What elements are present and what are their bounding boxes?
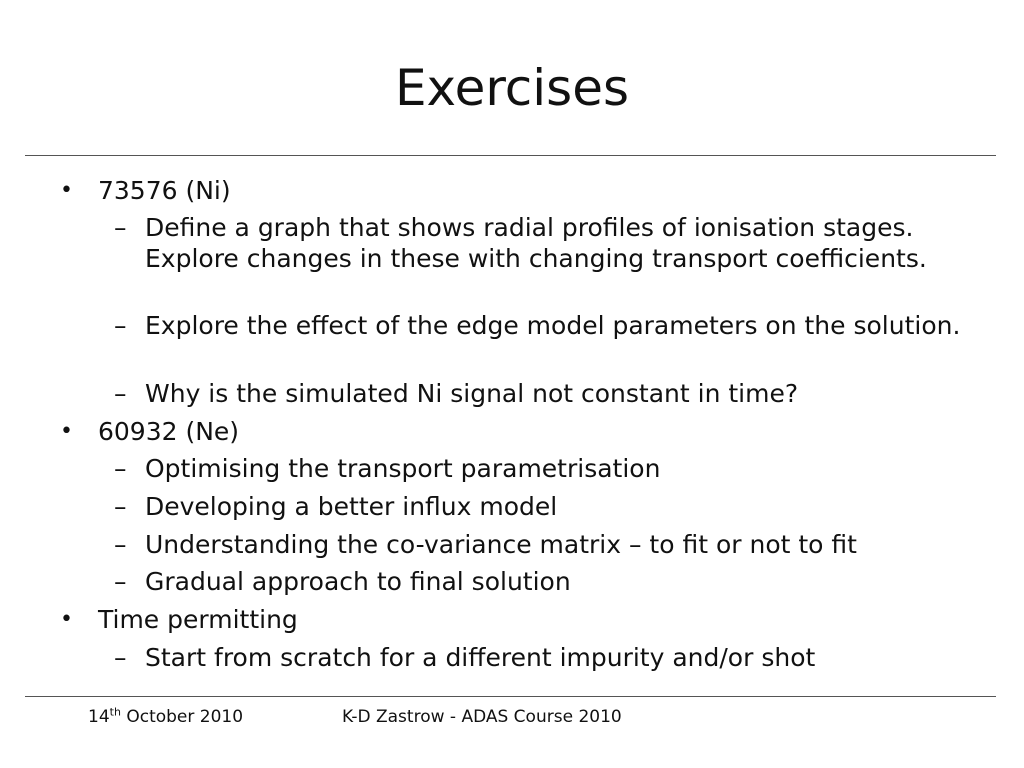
bullet-marker: •	[60, 607, 73, 632]
sub-bullet-marker: –	[114, 379, 127, 408]
bullet-marker: •	[60, 419, 73, 444]
footer-date-day: 14	[88, 707, 110, 727]
footer-date-suffix: th	[109, 705, 121, 719]
sub-bullet-text: Start from scratch for a different impurity and/or shot	[145, 643, 816, 672]
sub-bullet-marker: –	[114, 454, 127, 483]
sub-bullet-text: Why is the simulated Ni signal not constant in time?	[145, 379, 799, 408]
sub-bullet-text: Optimising the transport parametrisation	[145, 454, 661, 483]
sub-bullet-text: Understanding the co-variance matrix – to fit or not to fit	[145, 530, 857, 559]
sub-bullet-marker: –	[114, 643, 127, 672]
sub-bullet-text: Explore the effect of the edge model parameters on the solution.	[145, 311, 961, 340]
footer-date-rest: October 2010	[120, 707, 244, 727]
sub-bullet-marker: –	[114, 492, 127, 521]
footer-credit: K-D Zastrow - ADAS Course 2010	[342, 707, 622, 727]
sub-bullet-text: Gradual approach to final solution	[145, 567, 571, 596]
slide-title: Exercises	[394, 59, 630, 117]
bullet-text: 60932 (Ne)	[98, 417, 240, 446]
bullet-marker: •	[60, 178, 73, 203]
sub-bullet-marker: –	[114, 213, 127, 242]
bullet-text: 73576 (Ni)	[98, 176, 231, 205]
bullet-text: Time permitting	[98, 605, 298, 634]
sub-bullet-marker: –	[114, 311, 127, 340]
footer-divider	[25, 696, 996, 697]
footer-date	[88, 706, 243, 728]
sub-bullet-text: Define a graph that shows radial profiles of ionisation stages. Explore changes in these with changing transport coefficients.	[145, 213, 927, 273]
sub-bullet-marker: –	[114, 567, 127, 596]
sub-bullet-text: Developing a better influx model	[145, 492, 558, 521]
sub-bullet-marker: –	[114, 530, 127, 559]
title-divider	[25, 155, 996, 156]
